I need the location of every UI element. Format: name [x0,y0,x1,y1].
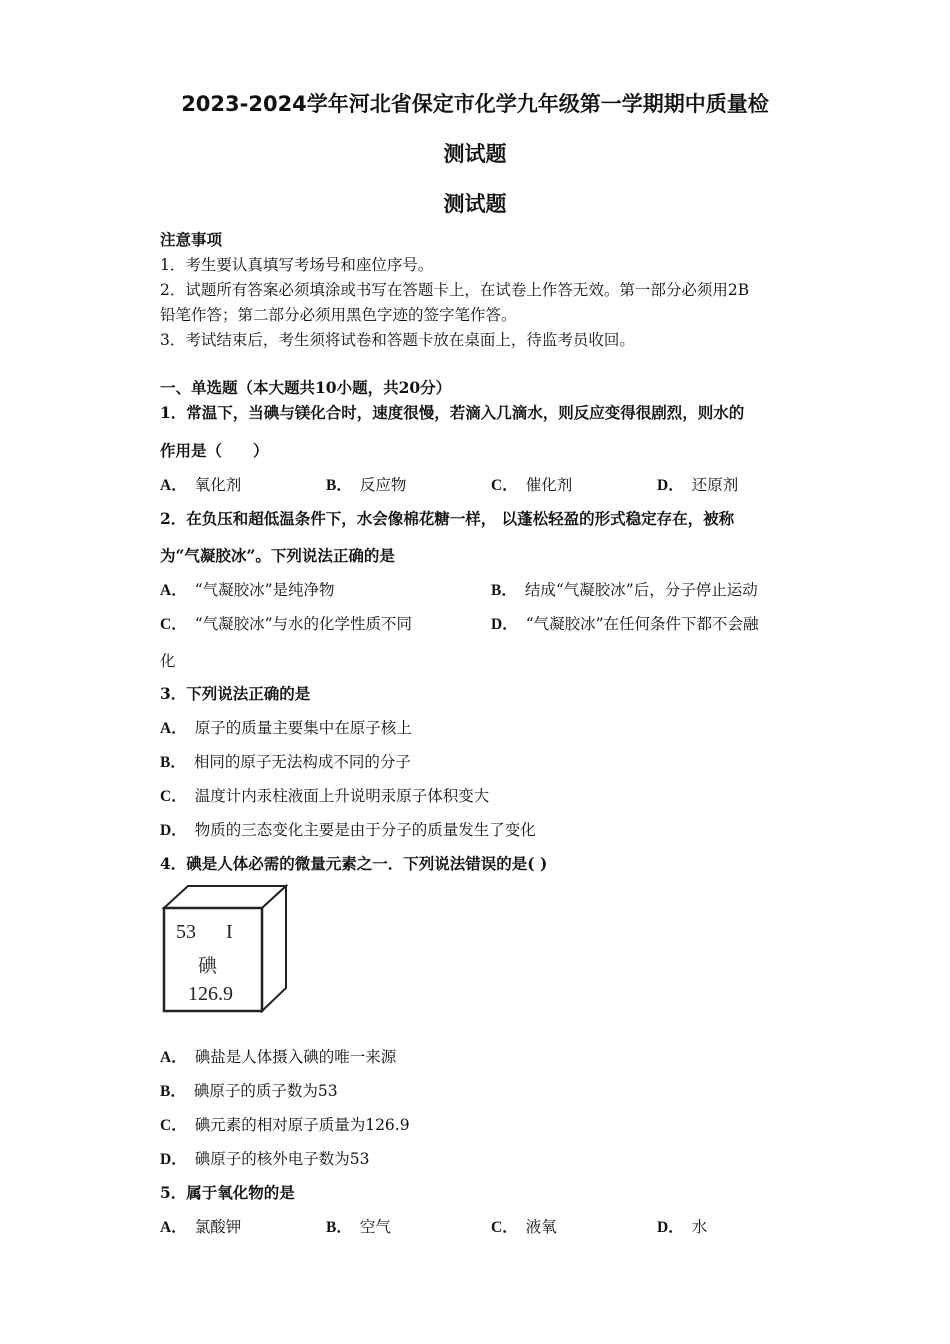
q2-option-d: D． “气凝胶冰”在任何条件下都不会融 [491,615,759,633]
q4-stem: 4．碘是人体必需的微量元素之一．下列说法错误的是( ) [160,854,548,873]
q1-stem-a: 1．常温下，当碘与镁化合时，速度很慢，若滴入几滴水，则反应变得很剧烈，则水的 [160,403,745,422]
q5-stem: 5．属于氧化物的是 [160,1183,295,1202]
exam-title-line2: 测试题 [443,142,507,166]
exam-title-line1: 2023-2024学年河北省保定市化学九年级第一学期期中质量检 [181,92,769,116]
q3-option-d: D． 物质的三态变化主要是由于分子的质量发生了变化 [160,821,536,839]
q4-option-d: D． 碘原子的核外电子数为53 [160,1150,370,1168]
q1-option-d: D． 还原剂 [657,476,739,494]
q2-option-a: A． “气凝胶冰”是纯净物 [160,581,335,599]
notice-item-1: 1．考生要认真填写考场号和座位序号。 [160,256,434,274]
element-atomic-number: 53 [176,921,196,943]
q1-option-a: A． 氧化剂 [160,476,242,494]
q2-option-b: B． 结成“气凝胶冰”后，分子停止运动 [491,581,758,599]
q3-option-b: B． 相同的原子无法构成不同的分子 [160,753,411,771]
q2-stem-b: 为“气凝胶冰”。下列说法正确的是 [160,546,395,565]
element-symbol: I [226,921,233,943]
notice-item-2b: 铅笔作答；第二部分必须用黑色字迹的签字笔作答。 [160,306,517,324]
q2-stem-a: 2．在负压和超低温条件下，水会像棉花糖一样， 以蓬松轻盈的形式稳定存在，被称 [160,509,735,528]
q1-stem-b: 作用是（ ） [160,441,269,460]
q4-option-c: C． 碘元素的相对原子质量为126.9 [160,1116,410,1134]
exam-title-line3: 测试题 [443,192,507,216]
q3-stem: 3．下列说法正确的是 [160,684,311,703]
q5-option-b: B． 空气 [326,1218,391,1236]
notice-item-2a: 2．试题所有答案必须填涂或书写在答题卡上，在试卷上作答无效。第一部分必须用2B [160,281,750,299]
element-atomic-mass: 126.9 [188,983,233,1005]
q3-option-a: A． 原子的质量主要集中在原子核上 [160,719,412,737]
q5-option-a: A． 氯酸钾 [160,1218,242,1236]
q1-option-c: C． 催化剂 [491,476,573,494]
q4-option-a: A． 碘盐是人体摄入碘的唯一来源 [160,1048,397,1066]
q5-option-c: C． 液氧 [491,1218,557,1236]
q1-option-b: B． 反应物 [326,476,407,494]
q3-option-c: C． 温度计内汞柱液面上升说明汞原子体积变大 [160,787,490,805]
iodine-element-cube [160,883,290,1015]
notice-item-3: 3．考试结束后，考生须将试卷和答题卡放在桌面上，待监考员收回。 [160,331,635,349]
q4-option-b: B． 碘原子的质子数为53 [160,1082,338,1100]
q5-option-d: D． 水 [657,1218,708,1236]
notice-heading: 注意事项 [160,230,223,249]
section-heading: 一、单选题（本大题共10小题，共20分） [160,378,452,397]
q2-option-c: C． “气凝胶冰”与水的化学性质不同 [160,615,413,633]
q2-option-d-continued: 化 [160,652,176,670]
element-name: 碘 [198,955,218,977]
